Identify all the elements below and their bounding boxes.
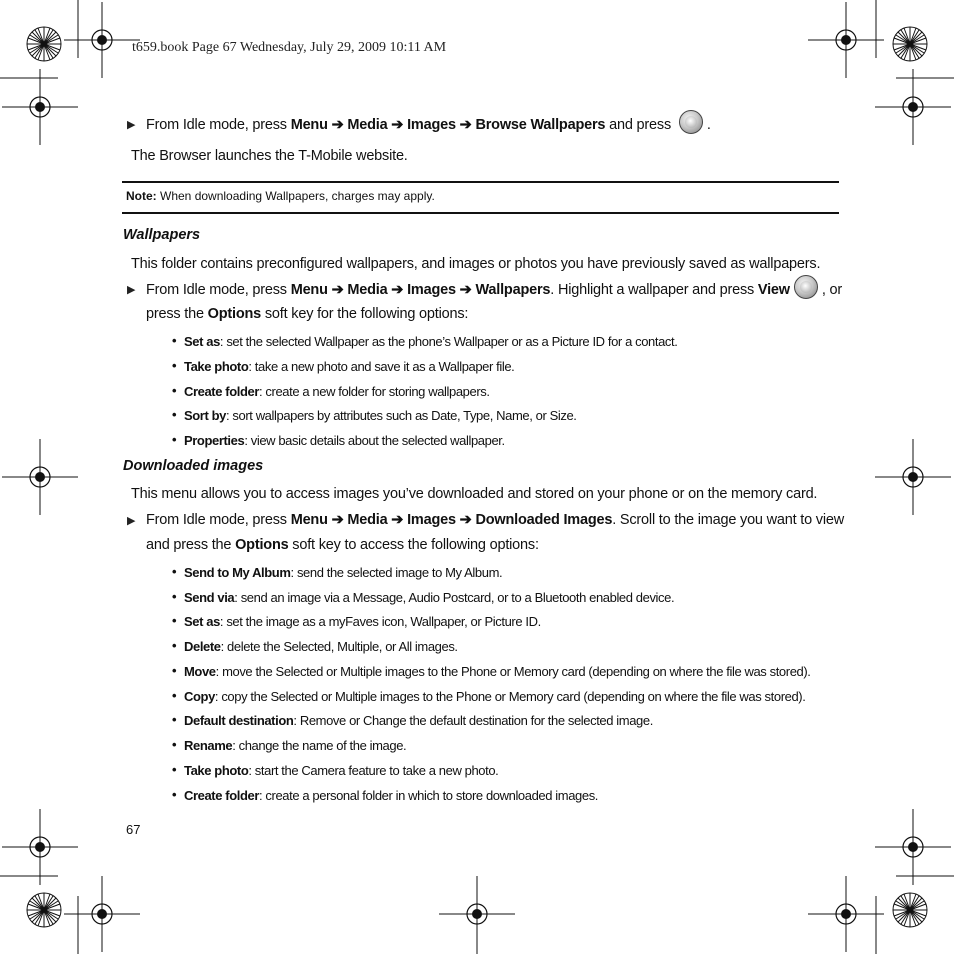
note-bottom-rule [122,212,839,214]
list-item: Set as: set the image as a myFaves icon, Wallpaper, or Picture ID. [184,614,541,629]
page-number: 67 [126,822,141,837]
list-item: Send via: send an image via a Message, Audio Postcard, or to a Bluetooth enabled device. [184,590,675,605]
bullet-icon: • [172,383,177,398]
bullet-icon: • [172,333,177,348]
bullet-icon: • [172,358,177,373]
print-star-icon [893,27,927,61]
bullet-icon: • [172,432,177,447]
step-wallpapers-line2: press the Options soft key for the following options: [146,306,469,322]
step-arrow-icon: ▶ [127,119,136,131]
step-downloaded-images: From Idle mode, press Menu ➔ Media ➔ Images ➔ Downloaded Images. Scroll to the image you want to view [146,512,845,528]
list-item: Delete: delete the Selected, Multiple, or All images. [184,639,458,654]
step-downloaded-line2: and press the Options soft key to access the following options: [146,537,539,553]
list-item: Create folder: create a personal folder in which to store downloaded images. [184,788,599,803]
list-item: Send to My Album: send the selected image to My Album. [184,565,503,580]
print-star-icon [27,27,61,61]
bullet-icon: • [172,564,177,579]
list-item: Copy: copy the Selected or Multiple images to the Phone or Memory card (depending on where the file was stored). [184,689,806,704]
print-star-icon [27,893,61,927]
step-arrow-icon: ▶ [127,284,136,296]
print-star-icon [893,893,927,927]
registration-mark-icon [875,809,951,885]
print-header: t659.book Page 67 Wednesday, July 29, 2009 10:11 AM [132,40,447,55]
bullet-icon: • [172,762,177,777]
note-top-rule [122,181,839,183]
bullet-icon: • [172,663,177,678]
browser-text: The Browser launches the T-Mobile website. [131,148,408,164]
select-key-icon [794,275,818,299]
list-item: Take photo: start the Camera feature to take a new photo. [184,763,499,778]
bullet-icon: • [172,688,177,703]
step-arrow-icon: ▶ [127,515,136,527]
section-heading-downloaded-images: Downloaded images [123,458,264,474]
registration-mark-icon [2,439,78,515]
section-heading-wallpapers: Wallpapers [123,227,201,243]
registration-mark-icon [875,439,951,515]
bullet-icon: • [172,589,177,604]
downloaded-intro: This menu allows you to access images you’ve downloaded and stored on your phone or on the memory card. [131,486,818,502]
list-item: Set as: set the selected Wallpaper as the phone’s Wallpaper or as a Picture ID for a contact. [184,334,678,349]
bullet-icon: • [172,737,177,752]
registration-mark-icon [2,69,78,145]
note: Note: When downloading Wallpapers, charges may apply. [126,189,435,203]
list-item: Take photo: take a new photo and save it as a Wallpaper file. [184,359,515,374]
step-browse-wallpapers: From Idle mode, press Menu ➔ Media ➔ Images ➔ Browse Wallpapers and press . [146,116,711,134]
bullet-icon: • [172,613,177,628]
registration-mark-icon [808,2,884,78]
registration-mark-icon [808,876,884,952]
list-item: Rename: change the name of the image. [184,738,407,753]
registration-mark-icon [2,809,78,885]
wallpapers-intro: This folder contains preconfigured wallpapers, and images or photos you have previously saved as wallpapers. [131,256,821,272]
list-item: Sort by: sort wallpapers by attributes such as Date, Type, Name, or Size. [184,408,577,423]
registration-mark-icon [64,876,140,952]
step-wallpapers: From Idle mode, press Menu ➔ Media ➔ Images ➔ Wallpapers. Highlight a wallpaper and press View , or [146,281,842,299]
bullet-icon: • [172,712,177,727]
bullet-icon: • [172,407,177,422]
list-item: Move: move the Selected or Multiple images to the Phone or Memory card (depending on where the file was stored). [184,664,811,679]
registration-mark-icon [875,69,951,145]
list-item: Create folder: create a new folder for storing wallpapers. [184,384,490,399]
select-key-icon [679,110,703,134]
bullet-icon: • [172,787,177,802]
registration-mark-icon [439,876,515,952]
list-item: Default destination: Remove or Change the default destination for the selected image. [184,713,653,728]
list-item: Properties: view basic details about the selected wallpaper. [184,433,505,448]
registration-mark-icon [64,2,140,78]
bullet-icon: • [172,638,177,653]
